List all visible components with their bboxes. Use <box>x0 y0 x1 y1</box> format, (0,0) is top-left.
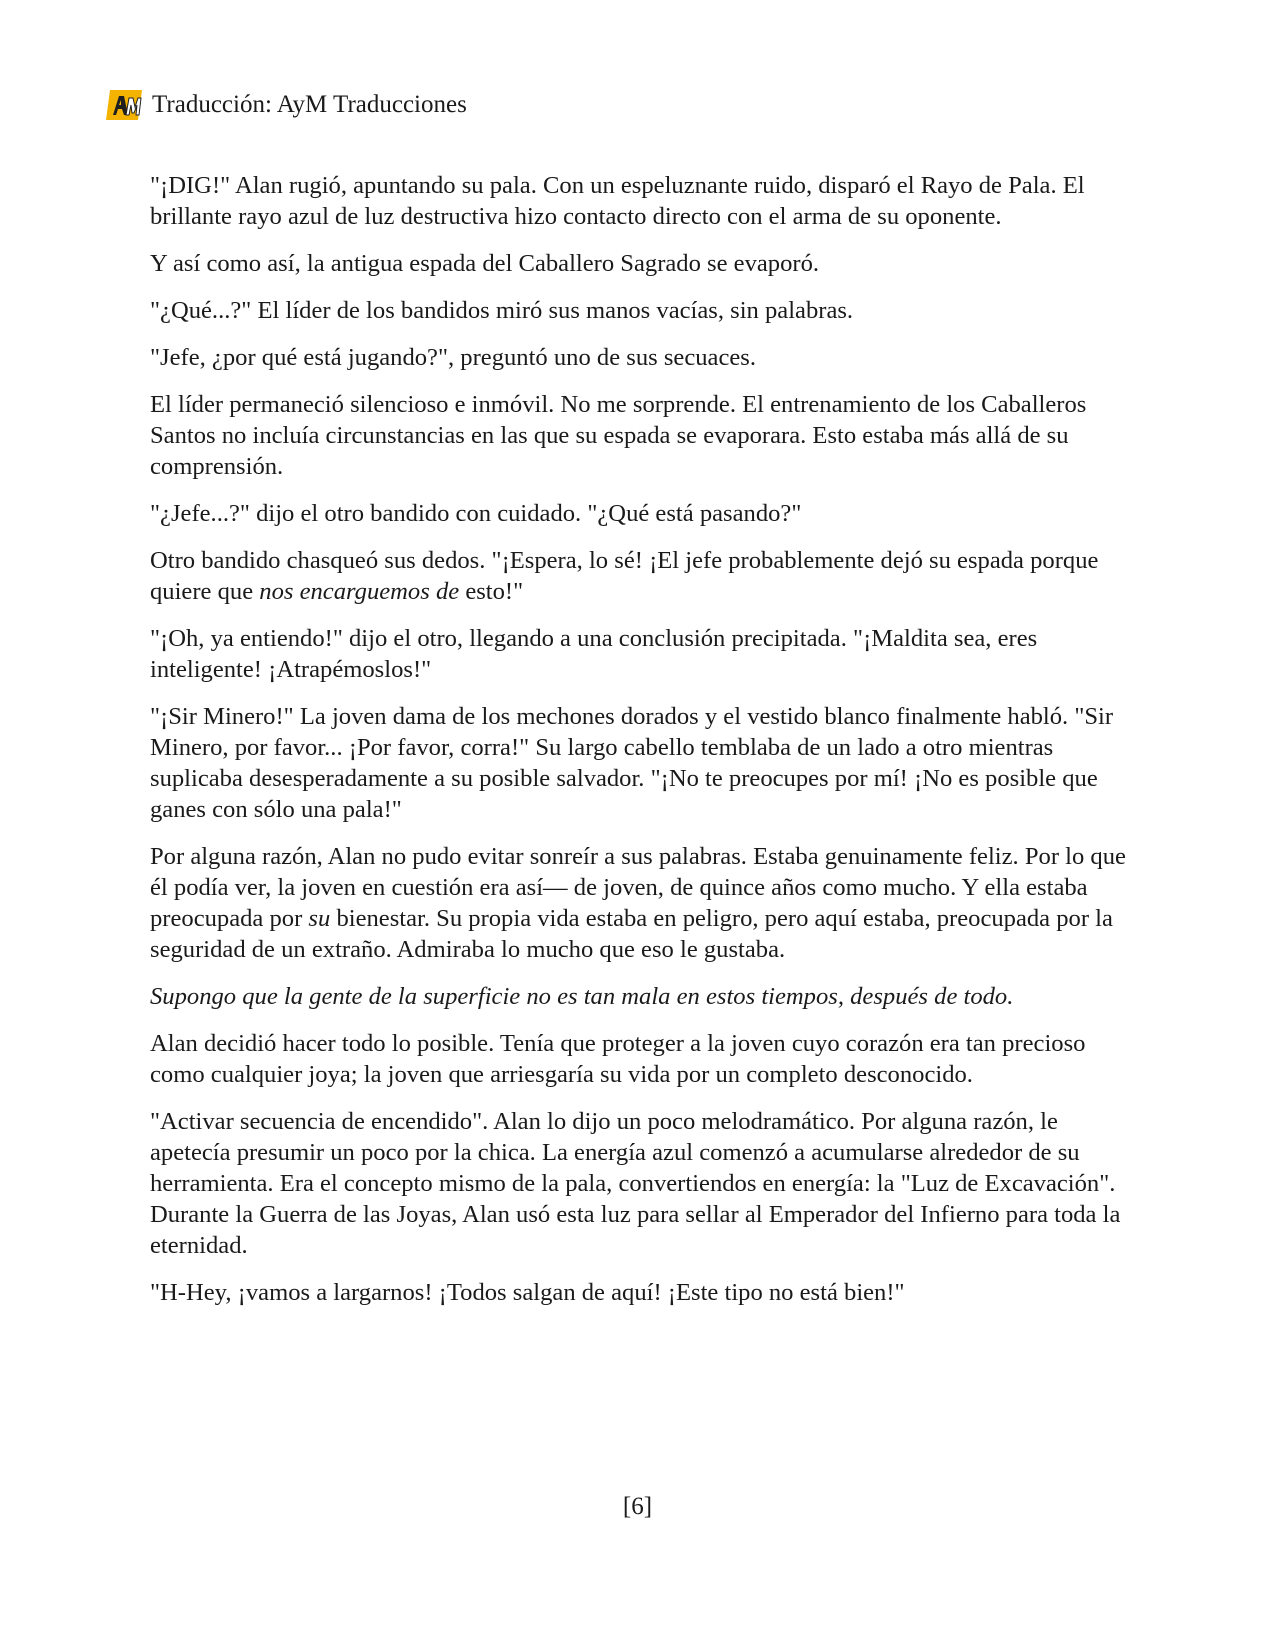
text-run: esto!" <box>459 578 524 605</box>
text-run: Otro bandido chasqueó sus dedos. "¡Espera, lo sé! ¡El jefe probablemente dejó su espada porque quiere que <box>150 547 1099 605</box>
text-run: "¿Qué...?" El líder de los bandidos miró sus manos vacías, sin palabras. <box>150 297 854 324</box>
text-run: "¿Jefe...?" dijo el otro bandido con cuidado. "¿Qué está pasando?" <box>150 500 802 527</box>
page-number: [6] <box>622 1493 653 1520</box>
body-paragraph <box>150 981 1135 1012</box>
body-paragraph <box>150 1277 1135 1308</box>
text-run: "H-Hey, ¡vamos a largarnos! ¡Todos salgan de aquí! ¡Este tipo no está bien!" <box>150 1279 905 1306</box>
text-run: El líder permaneció silencioso e inmóvil. No me sorprende. El entrenamiento de los Caballeros Santos no incluía circunstancias en las que su espada se evaporara. Esto estaba más allá de su comprensión. <box>150 391 1087 480</box>
body-paragraph <box>150 545 1135 607</box>
body-paragraph <box>150 1106 1135 1261</box>
italic-text-run: nos encarguemos de <box>259 578 460 605</box>
text-run: Alan decidió hacer todo lo posible. Tenía que proteger a la joven cuyo corazón era tan precioso como cualquier joya; la joven que arriesgaría su vida por un completo desconocido. <box>150 1030 1086 1088</box>
text-run: "Activar secuencia de encendido". Alan lo dijo un poco melodramático. Por alguna razón, le apetecía presumir un poco por la chica. La energía azul comenzó a acumularse alrededor de su herramienta. Era el concepto mismo de la pala, convertiendos en energía: la "Luz de Excavación". Durante la Guerra de las Joyas, Alan usó esta luz para sellar al Emperador del Infierno para toda la eternidad. <box>150 1108 1121 1259</box>
body-paragraph <box>150 248 1135 279</box>
text-run: Por alguna razón, Alan no pudo evitar sonreír a sus palabras. Estaba genuinamente feliz. Por lo que él podía ver, la joven en cuestión era así— de joven, de quince años como mucho. Y ella estaba preocupada por <box>150 843 1126 932</box>
text-run: "Jefe, ¿por qué está jugando?", preguntó uno de sus secuaces. <box>150 344 757 371</box>
body-paragraph <box>150 701 1135 825</box>
text-run: "¡Sir Minero!" La joven dama de los mechones dorados y el vestido blanco finalmente habló. "Sir Minero, por favor... ¡Por favor, corra!" Su largo cabello temblaba de un lado a otro mientras suplicaba desesperadamente a su posible salvador. "¡No te preocupes por mí! ¡No es posible que ganes con sólo una pala!" <box>150 703 1114 823</box>
italic-text-run: Supongo que la gente de la superficie no es tan mala en estos tiempos, después de todo. <box>150 983 1014 1010</box>
body-paragraph <box>150 170 1135 232</box>
text-run: "¡Oh, ya entiendo!" dijo el otro, llegando a una conclusión precipitada. "¡Maldita sea, eres inteligente! ¡Atrapémoslos!" <box>150 625 1038 683</box>
text-run: "¡DIG!" Alan rugió, apuntando su pala. Con un espeluznante ruido, disparó el Rayo de Pala. El brillante rayo azul de luz destructiva hizo contacto directo con el arma de su oponente. <box>150 172 1085 230</box>
body-paragraph <box>150 389 1135 482</box>
translator-credit: Traducción: AyM Traducciones <box>152 91 467 118</box>
body-paragraph <box>150 498 1135 529</box>
body-paragraph <box>150 841 1135 965</box>
body-paragraph <box>150 1028 1135 1090</box>
document-body <box>150 170 1135 1324</box>
body-paragraph <box>150 295 1135 326</box>
italic-text-run: su <box>308 905 331 932</box>
text-run: Y así como así, la antigua espada del Caballero Sagrado se evaporó. <box>150 250 820 277</box>
page-header <box>104 88 467 122</box>
text-run: bienestar. Su propia vida estaba en peligro, pero aquí estaba, preocupada por la seguridad de un extraño. Admiraba lo mucho que eso le gustaba. <box>150 905 1113 963</box>
body-paragraph <box>150 623 1135 685</box>
body-paragraph <box>150 342 1135 373</box>
aym-logo-icon <box>104 88 144 122</box>
